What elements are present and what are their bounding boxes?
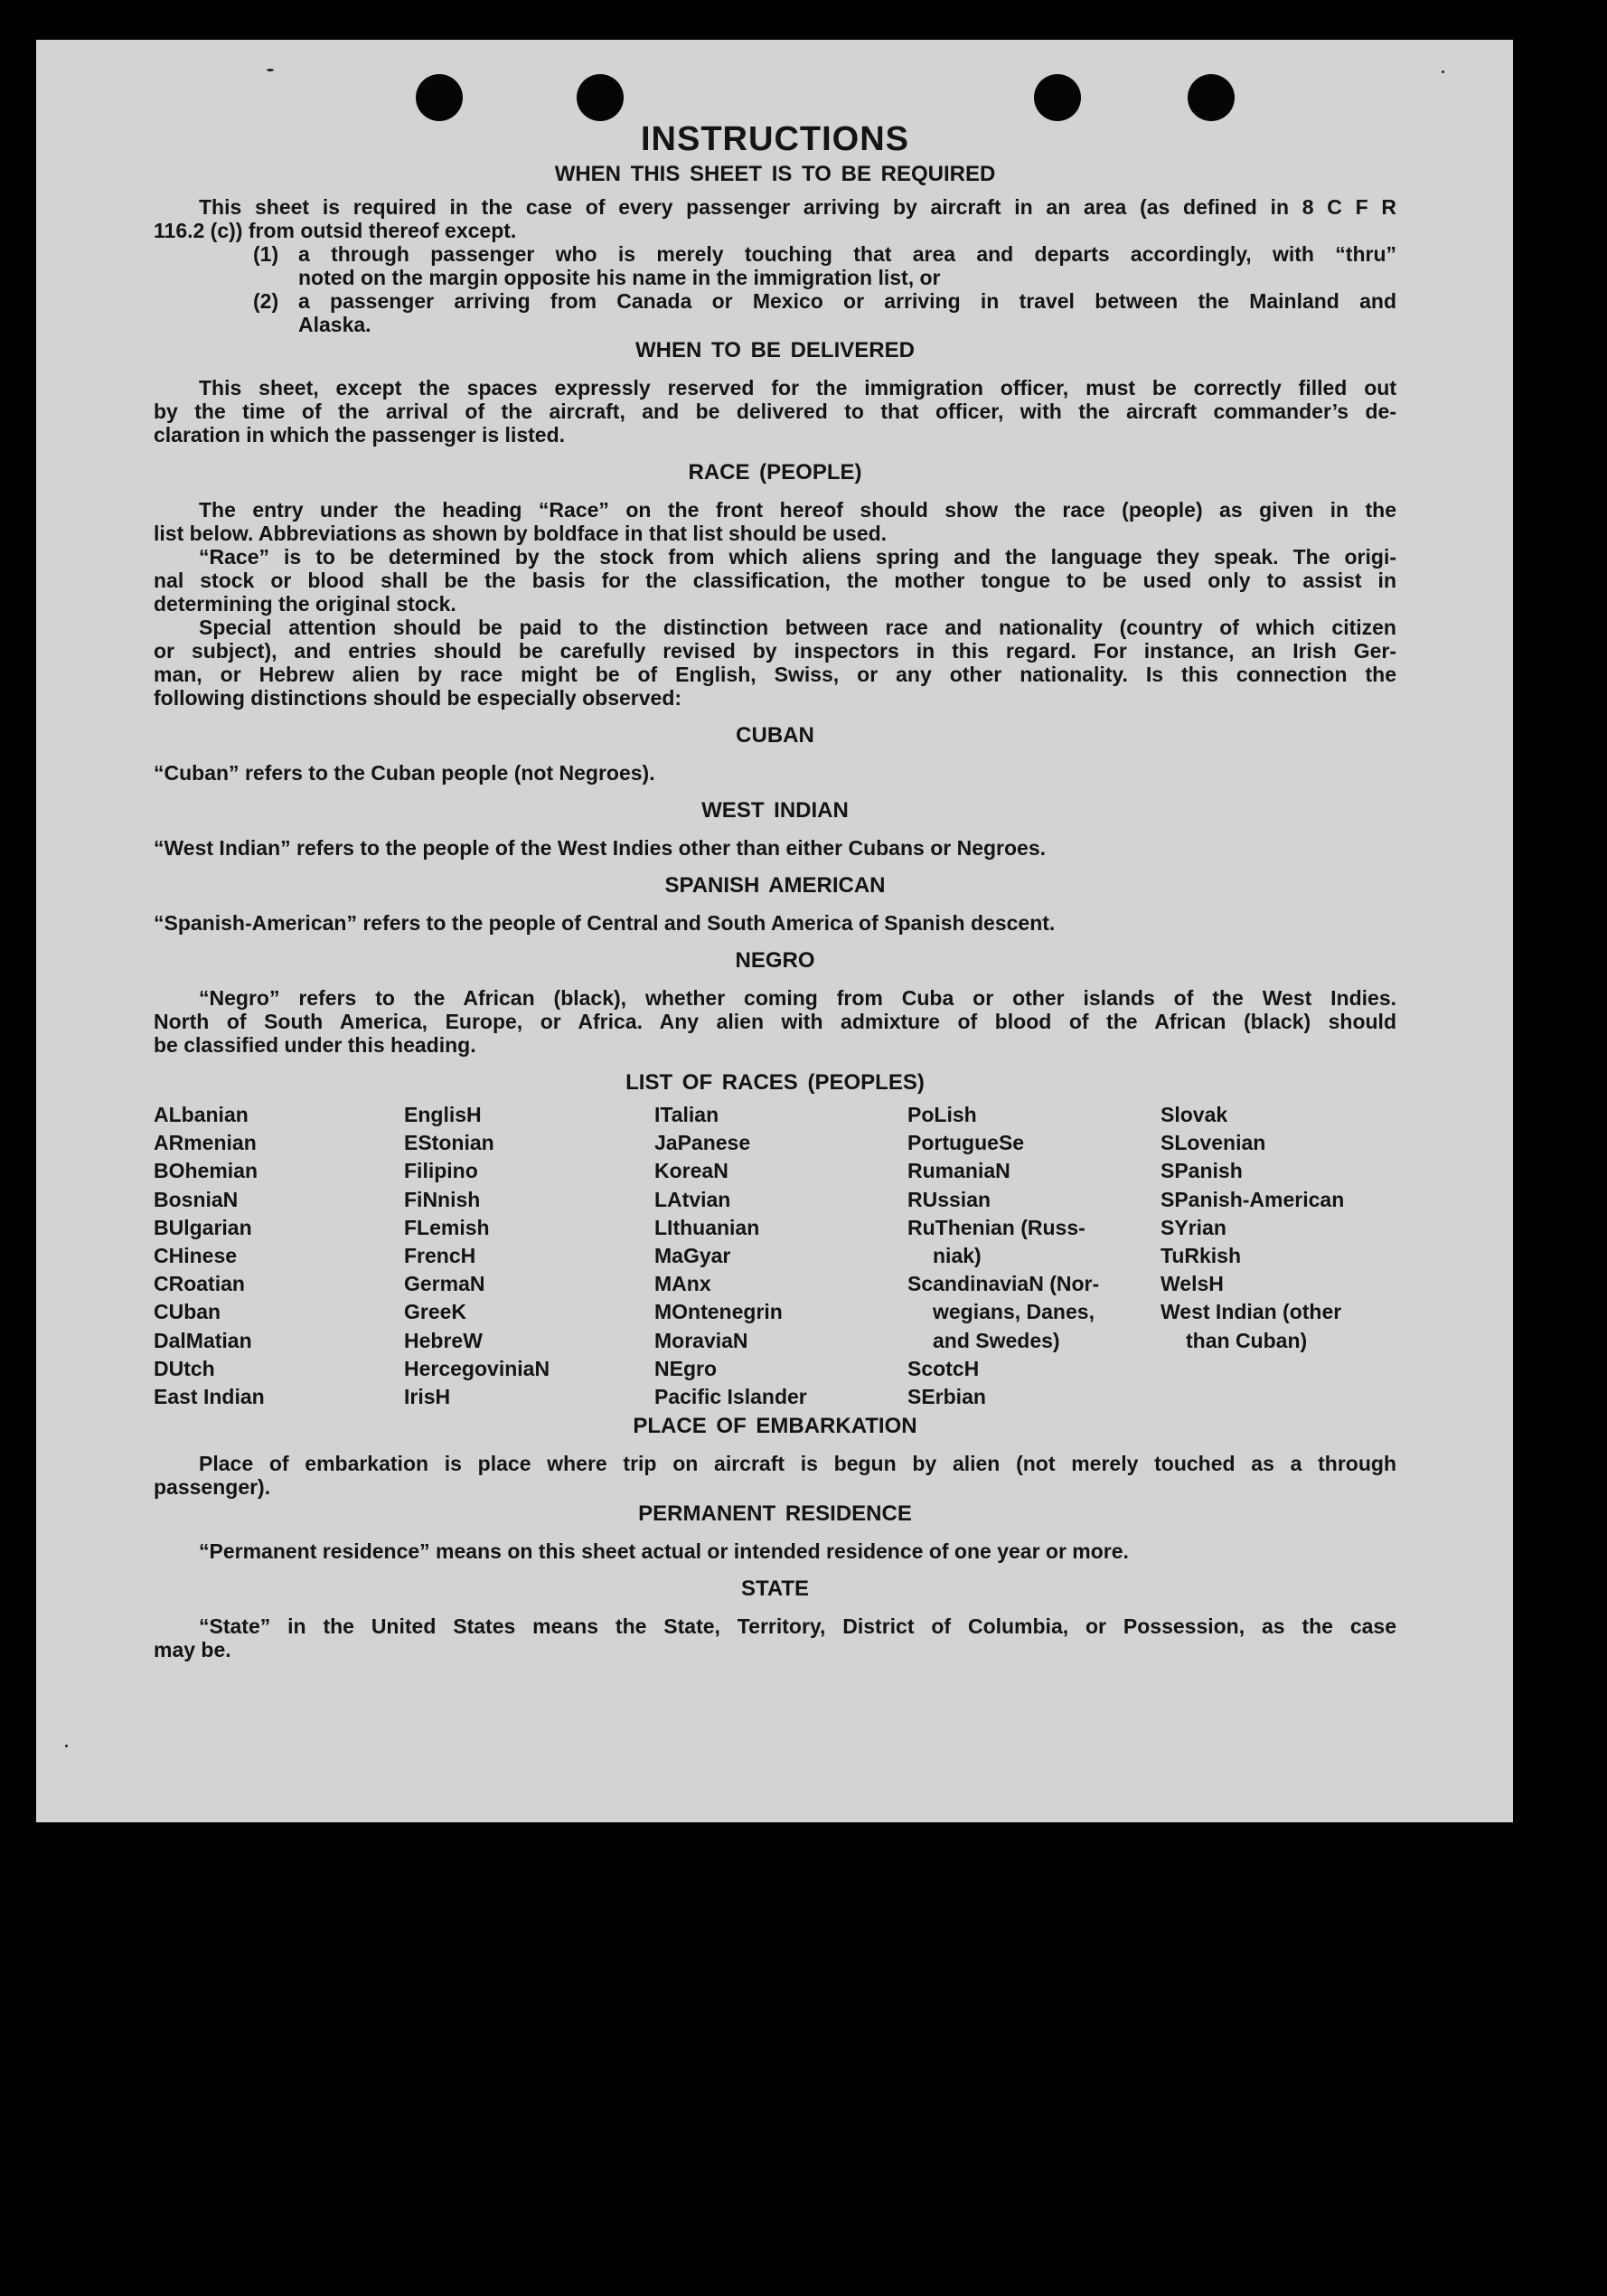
list-item: LIthuanian (654, 1215, 760, 1239)
heading-spanish-american: SPANISH AMERICAN (664, 873, 886, 898)
text-line: or subject), and entries should be carefully revised by inspectors in this regard. For instance, an Irish Ger- (154, 639, 1396, 663)
list-item: BUlgarian (154, 1215, 252, 1239)
list-item: ScotcH (907, 1356, 980, 1380)
heading-when-delivered: WHEN TO BE DELIVERED (635, 338, 915, 362)
list-item: ScandinaviaN (Nor- (907, 1272, 1100, 1296)
heading-cuban: CUBAN (736, 723, 814, 748)
text-line: list below. Abbreviations as shown by boldface in that list should be used. (154, 522, 888, 545)
list-item: wegians, Danes, (933, 1300, 1095, 1324)
scan-speck (65, 1745, 68, 1747)
punch-hole (1188, 74, 1235, 121)
text-line: nal stock or blood shall be the basis for the classification, the mother tongue to be used only to assist in (154, 569, 1396, 592)
list-item: ARmenian (154, 1131, 257, 1155)
state-paragraph (154, 1614, 1396, 1661)
list-item: West Indian (other (1161, 1300, 1342, 1324)
text-line: a through passenger who is merely touching that area and departs accordingly, with “thru” (298, 242, 1396, 266)
list-item: GreeK (404, 1300, 467, 1324)
text-line: Alaska. (298, 313, 371, 336)
list-item: Pacific Islander (654, 1385, 807, 1409)
instructions-content (154, 119, 1396, 1661)
list-item: PortugueSe (907, 1131, 1025, 1155)
list-item: TuRkish (1161, 1244, 1242, 1268)
list-item: MaGyar (654, 1244, 731, 1268)
text-line: Place of embarkation is place where trip on aircraft is begun by alien (not merely touched as a through (199, 1452, 1396, 1476)
list-item: and Swedes) (933, 1328, 1060, 1352)
residence-text: “Permanent residence” means on this sheet actual or intended residence of one year or more. (199, 1539, 1129, 1564)
list-item: NEgro (654, 1356, 717, 1380)
list-item: LAtvian (654, 1187, 731, 1211)
text-line: by the time of the arrival of the aircraft, and be delivered to that officer, with the aircraft commander’s de- (154, 400, 1396, 423)
heading-race: RACE (PEOPLE) (688, 460, 862, 485)
list-item: BosniaN (154, 1187, 239, 1211)
punch-hole (416, 74, 463, 121)
list-item: FrencH (404, 1244, 476, 1268)
list-item: SPanish-American (1161, 1187, 1345, 1211)
races-column-2 (404, 1101, 654, 1411)
scan-speck (1442, 71, 1444, 73)
heading-list-of-races: LIST OF RACES (PEOPLES) (625, 1070, 925, 1095)
list-item: DUtch (154, 1356, 215, 1380)
list-item: FLemish (404, 1215, 490, 1239)
text-line: Special attention should be paid to the distinction between race and nationality (country of which citizen (199, 616, 1396, 639)
list-item: niak) (933, 1244, 982, 1268)
heading-place-of-embarkation: PLACE OF EMBARKATION (633, 1414, 917, 1439)
list-item: MAnx (654, 1272, 711, 1296)
list-item: CRoatian (154, 1272, 245, 1296)
text-line: This sheet is required in the case of every passenger arriving by aircraft in an area (as defined in 8 C F R (199, 195, 1396, 219)
item-number: (2) (253, 289, 279, 313)
list-item: DalMatian (154, 1328, 252, 1352)
list-item: East Indian (154, 1385, 265, 1409)
embarkation-paragraph (154, 1452, 1396, 1499)
list-item: than Cuban) (1186, 1328, 1308, 1352)
races-list (154, 1101, 1396, 1411)
text-line: 116.2 (c)) from outsid thereof except. (154, 219, 517, 242)
list-item: HebreW (404, 1328, 483, 1352)
delivered-paragraph (154, 376, 1396, 447)
punch-hole (1034, 74, 1081, 121)
text-line: This sheet, except the spaces expressly reserved for the immigration officer, must be correctly filled out (199, 376, 1396, 400)
text-line: claration in which the passenger is listed. (154, 423, 566, 447)
list-item: ALbanian (154, 1103, 249, 1126)
text-line: “Negro” refers to the African (black), whether coming from Cuba or other islands of the West Indies. (199, 986, 1396, 1010)
list-item: FiNnish (404, 1187, 481, 1211)
races-column-1 (154, 1101, 404, 1411)
text-line: be classified under this heading. (154, 1033, 476, 1057)
text-line: North of South America, Europe, or Africa. Any alien with admixture of blood of the African (black) should (154, 1010, 1396, 1033)
list-item: JaPanese (654, 1131, 751, 1155)
heading-negro: NEGRO (735, 948, 815, 973)
text-line: passenger). (154, 1475, 271, 1500)
list-item: PoLish (907, 1103, 977, 1126)
list-item: IrisH (404, 1385, 451, 1409)
west-indian-text: “West Indian” refers to the people of the West Indies other than either Cubans or Negroes. (154, 836, 1047, 860)
list-item: SPanish (1161, 1159, 1243, 1183)
list-item: ITalian (654, 1103, 719, 1126)
item-number: (1) (253, 242, 279, 266)
races-column-5 (1161, 1101, 1396, 1411)
item-text (298, 242, 1396, 289)
races-column-3 (654, 1101, 907, 1411)
list-item: SLovenian (1161, 1131, 1266, 1155)
heading-state: STATE (740, 1576, 810, 1602)
page-title: INSTRUCTIONS (641, 120, 909, 158)
negro-paragraph (154, 986, 1396, 1057)
punch-hole (577, 74, 624, 121)
list-item: KoreaN (654, 1159, 728, 1183)
list-item: HercegoviniaN (404, 1356, 550, 1380)
list-item: SYrian (1161, 1215, 1226, 1239)
list-item: SErbian (907, 1385, 986, 1409)
list-item: MOntenegrin (654, 1300, 783, 1324)
list-item: WelsH (1161, 1272, 1224, 1296)
list-item: EnglisH (404, 1103, 482, 1126)
list-item: CHinese (154, 1244, 238, 1268)
spanish-american-text: “Spanish-American” refers to the people of Central and South America of Spanish descent. (154, 911, 1056, 935)
list-item: GermaN (404, 1272, 485, 1296)
list-item: RumaniaN (907, 1159, 1010, 1183)
text-line: “State” in the United States means the State, Territory, District of Columbia, or Possession, as the case (199, 1614, 1396, 1639)
heading-west-indian: WEST INDIAN (701, 798, 849, 823)
list-item: RUssian (907, 1187, 991, 1211)
document-sheet (36, 40, 1513, 1822)
heading-when-required: WHEN THIS SHEET IS TO BE REQUIRED (554, 162, 996, 186)
races-column-4 (907, 1101, 1161, 1411)
text-line: a passenger arriving from Canada or Mexico or arriving in travel between the Mainland and (298, 289, 1396, 313)
text-line: The entry under the heading “Race” on the front hereof should show the race (people) as given in the (199, 498, 1396, 522)
text-line: noted on the margin opposite his name in the immigration list, or (298, 266, 941, 289)
list-item: CUban (154, 1300, 221, 1324)
cuban-text: “Cuban” refers to the Cuban people (not Negroes). (154, 761, 655, 785)
text-line: may be. (154, 1638, 231, 1662)
list-item: BOhemian (154, 1159, 258, 1183)
list-item: EStonian (404, 1131, 494, 1155)
item-text (298, 289, 1396, 336)
list-item: Filipino (404, 1159, 478, 1183)
heading-permanent-residence: PERMANENT RESIDENCE (638, 1501, 912, 1527)
exception-item-2 (253, 289, 1396, 336)
list-item: Slovak (1161, 1103, 1228, 1126)
text-line: following distinctions should be especially observed: (154, 686, 682, 710)
list-item: MoraviaN (654, 1328, 748, 1352)
exception-item-1 (253, 242, 1396, 289)
race-paragraphs (154, 498, 1396, 710)
required-paragraph (154, 195, 1396, 336)
list-item: RuThenian (Russ- (907, 1215, 1085, 1239)
text-line: man, or Hebrew alien by race might be of English, Swiss, or any other nationality. Is this connection the (154, 663, 1396, 686)
text-line: “Race” is to be determined by the stock from which aliens spring and the language they speak. The origi- (199, 545, 1396, 569)
text-line: determining the original stock. (154, 592, 456, 616)
scan-speck (267, 69, 274, 71)
